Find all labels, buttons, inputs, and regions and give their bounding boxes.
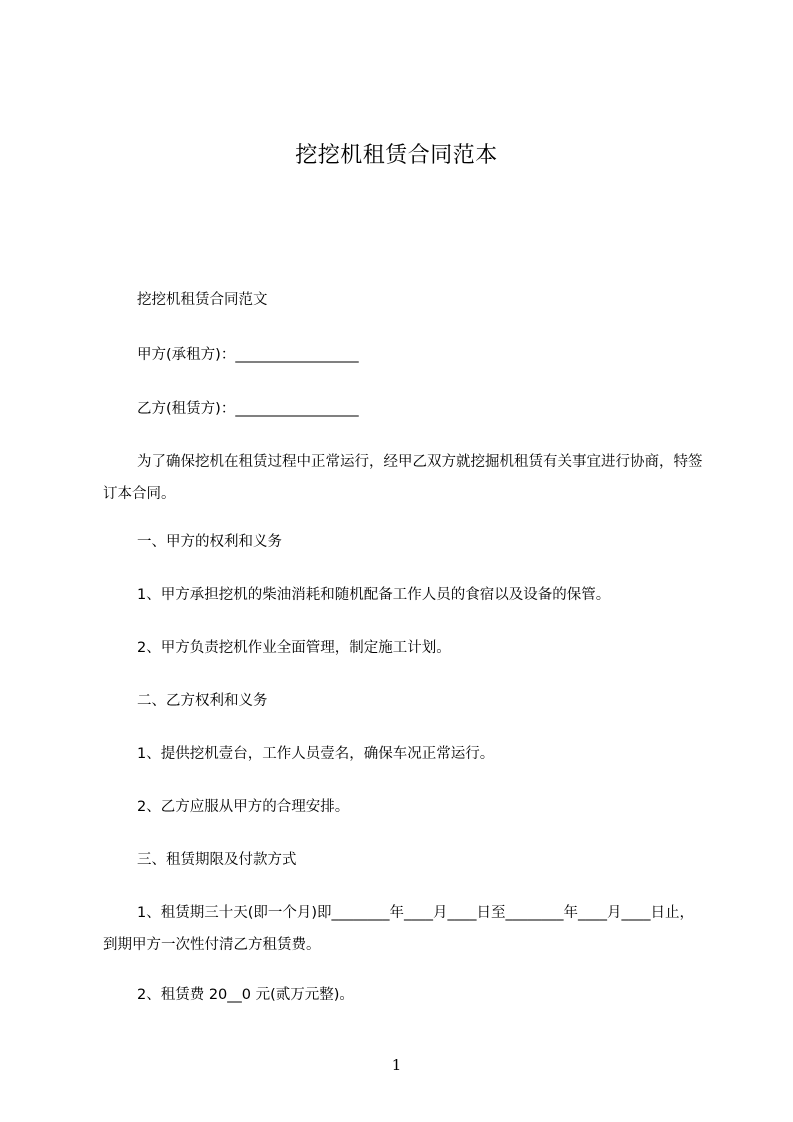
section-2-item-1: 1、提供挖机壹台，工作人员壹名，确保车况正常运行。	[137, 746, 495, 762]
section-1-heading: 一、甲方的权利和义务	[137, 534, 282, 550]
section-3-heading: 三、租赁期限及付款方式	[137, 852, 297, 868]
party-a-line: 甲方(承租方)：_________________	[137, 347, 359, 363]
document-subtitle: 挖挖机租赁合同范文	[137, 292, 268, 308]
party-b-line: 乙方(租赁方)：_________________	[137, 401, 359, 417]
section-2-heading: 二、乙方权利和义务	[137, 693, 268, 709]
section-2-item-2: 2、乙方应服从甲方的合理安排。	[137, 799, 350, 815]
intro-text: 为了确保挖机在租赁过程中正常运行，经甲乙双方就挖掘机租赁有关事宜进行协商，特签订本合同。	[103, 454, 703, 502]
section-3-item-1	[103, 897, 703, 961]
document-title: 挖挖机租赁合同范本	[295, 143, 498, 168]
section-1-item-2: 2、甲方负责挖机作业全面管理，制定施工计划。	[137, 640, 451, 656]
page-number: 1	[391, 1056, 402, 1074]
intro-paragraph	[103, 446, 703, 510]
section-1-item-1: 1、甲方承担挖机的柴油消耗和随机配备工作人员的食宿以及设备的保管。	[137, 587, 611, 603]
section-3-item-2: 2、租赁费 20__0 元(贰万元整)。	[137, 987, 354, 1003]
section-3-item-1-text: 1、租赁期三十天(即一个月)即________年____月____日至________年____月____日止，到期甲方一次性付清乙方租赁费。	[103, 905, 695, 953]
